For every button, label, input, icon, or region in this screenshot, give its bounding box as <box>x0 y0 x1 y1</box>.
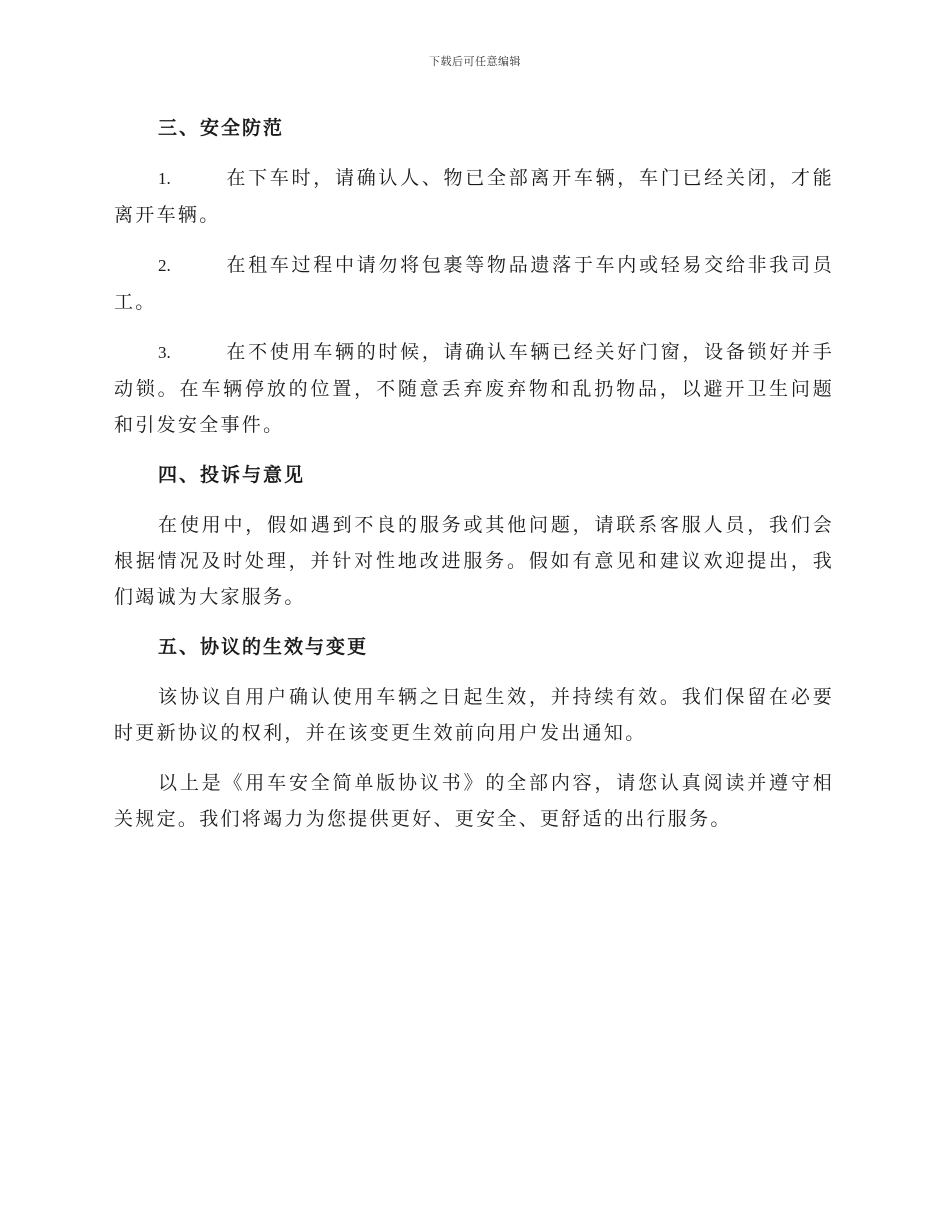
closing-paragraph: 以上是《用车安全简单版协议书》的全部内容，请您认真阅读并遵守相关规定。我们将竭力为您提供更好、更安全、更舒适的出行服务。 <box>114 772 834 830</box>
list-item-text: 在下车时，请确认人、物已全部离开车辆，车门已经关闭，才能离开车辆。 <box>114 167 834 226</box>
page-header-note: 下载后可任意编辑 <box>429 55 521 68</box>
list-item-number: 1. <box>158 169 171 188</box>
list-item <box>114 247 834 320</box>
section-heading-complaints: 四、投诉与意见 <box>158 464 306 486</box>
section-paragraph-complaints: 在使用中，假如遇到不良的服务或其他问题，请联系客服人员，我们会根据情况及时处理，并针对性地改进服务。假如有意见和建议欢迎提出，我们竭诚为大家服务。 <box>114 514 834 608</box>
list-item <box>114 160 834 233</box>
section-heading-effectiveness: 五、协议的生效与变更 <box>158 636 369 658</box>
document-body <box>114 110 834 851</box>
section-heading-safety: 三、安全防范 <box>158 117 285 139</box>
list-item <box>114 334 834 443</box>
section-paragraph-effectiveness: 该协议自用户确认使用车辆之日起生效，并持续有效。我们保留在必要时更新协议的权利，并在该变更生效前向用户发出通知。 <box>114 686 834 744</box>
list-item-number: 3. <box>158 343 171 362</box>
list-item-text: 在不使用车辆的时候，请确认车辆已经关好门窗，设备锁好并手动锁。在车辆停放的位置，不随意丢弃废弃物和乱扔物品，以避开卫生问题和引发安全事件。 <box>114 341 834 436</box>
list-item-text: 在租车过程中请勿将包裹等物品遗落于车内或轻易交给非我司员工。 <box>114 254 834 313</box>
list-item-number: 2. <box>158 256 171 275</box>
